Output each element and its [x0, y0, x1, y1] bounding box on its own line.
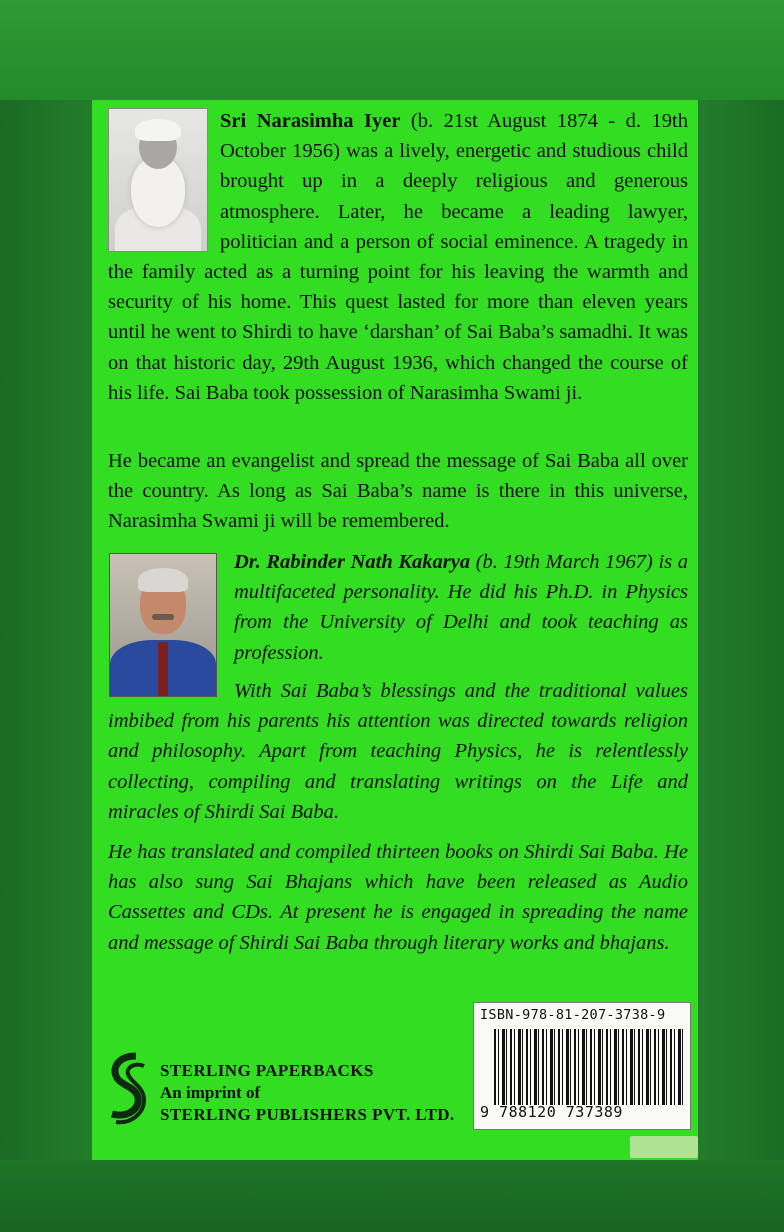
publisher-imprint: STERLING PAPERBACKS: [160, 1061, 374, 1080]
cover-left-band: [0, 100, 92, 1160]
bio-kakarya-paragraph: [234, 547, 688, 668]
isbn-label: ISBN-978-81-207-3738-9: [480, 1007, 666, 1023]
cover-top-band: [0, 0, 784, 100]
publisher-name: STERLING PUBLISHERS PVT. LTD.: [160, 1105, 455, 1124]
cover-bottom-band: [0, 1160, 784, 1232]
bio-kakarya-paragraph-2: With Sai Baba’s blessings and the traditional values imbibed from his parents his attention was directed towards religion and philosophy. Apart from teaching Physics, he is relentlessly collecting, compiling and translating writings on the Life and miracles of Shirdi Sai Baba.: [108, 680, 688, 823]
bio-narasimha-paragraph-2: He became an evangelist and spread the message of Sai Baba all over the country. As long as Sai Baba’s name is there in this universe, Narasimha Swami ji will be remembered.: [108, 450, 688, 533]
cover-right-band: [698, 100, 784, 1160]
narasimha-portrait: [108, 108, 208, 252]
narasimha-bio-text: (b. 21st August 1874 - d. 19th October 1956) was a lively, energetic and studious child brought up in a deeply religious and generous atmosphere. Later, he became a leading lawyer, politician and a person of social eminence. A tragedy in the family acted as a turning point for his leaving the warmth and security of his home. This quest lasted for more than eleven years until he went to Shirdi to have ‘darshan’ of Sai Baba’s samadhi. It was on that historic day, 29th August 1936, which changed the course of his life. Sai Baba took possession of Narasimha Swami ji.: [108, 110, 688, 404]
kakarya-bio-text: (b. 19th March 1967) is a multifaceted personality. He did his Ph.D. in Physics from the University of Delhi and took teaching as profession.: [234, 551, 688, 664]
bio-narasimha-paragraph: [108, 106, 688, 408]
publisher-block: [160, 1060, 455, 1126]
barcode-bars: [494, 1029, 684, 1105]
sticker-residue: [630, 1136, 698, 1158]
publisher-imprint-of: An imprint of: [160, 1083, 261, 1102]
narasimha-name: Sri Narasimha Iyer: [220, 110, 401, 132]
sterling-logo-icon: [106, 1052, 150, 1128]
barcode-digits: 9 788120 737389: [480, 1103, 623, 1121]
bio-kakarya-paragraph-3: He has translated and compiled thirteen books on Shirdi Sai Baba. He has also sung Sai Bhajans which have been released as Audio Cassettes and CDs. At present he is engaged in spreading the name and message of Shirdi Sai Baba through literary works and bhajans.: [108, 841, 688, 954]
isbn-barcode: [473, 1002, 691, 1130]
kakarya-name: Dr. Rabinder Nath Kakarya: [234, 551, 471, 573]
